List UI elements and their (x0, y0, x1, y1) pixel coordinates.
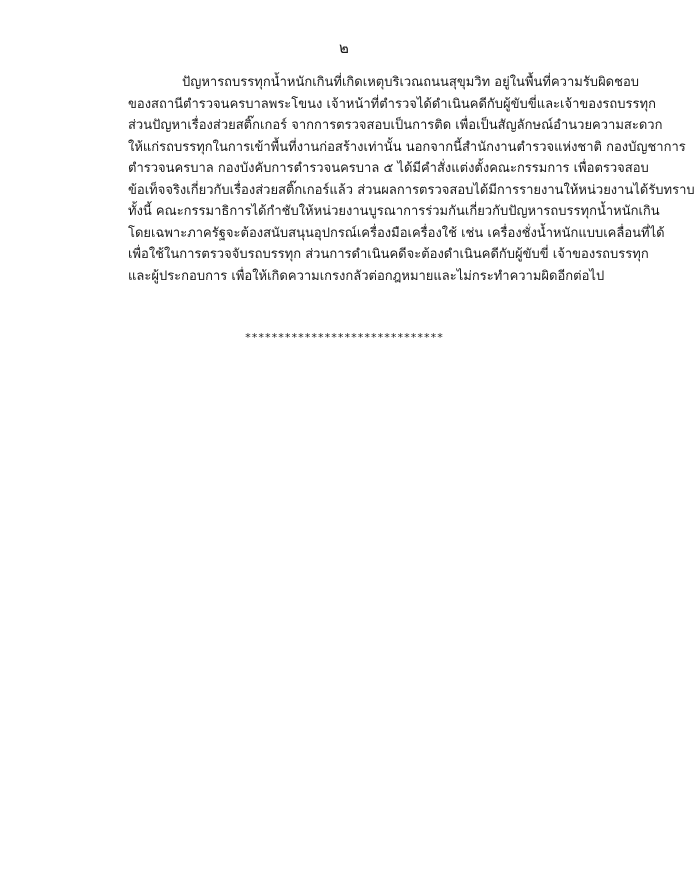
paragraph-line: ข้อเท็จจริงเกี่ยวกับเรื่องส่วยสติ๊กเกอร์แล้ว ส่วนผลการตรวจสอบได้มีการรายงานให้หน่วยงานได้รับทราบ (128, 182, 695, 198)
paragraph-line: โดยเฉพาะภาครัฐจะต้องสนับสนุนอุปกรณ์เครื่องมือเครื่องใช้ เช่น เครื่องชั่งน้ำหนักแบบเคลื่อนที่ได้ (128, 225, 665, 241)
paragraph-line: ปัญหารถบรรทุกน้ำหนักเกินที่เกิดเหตุบริเวณถนนสุขุมวิท อยู่ในพื้นที่ความรับผิดชอบ (182, 75, 640, 90)
paragraph-line: ตำรวจนครบาล กองบังคับการตำรวจนครบาล ๕ ได้มีคำสั่งแต่งตั้งคณะกรรมการ เพื่อตรวจสอบ (128, 161, 649, 176)
paragraph-line: ทั้งนี้ คณะกรรมาธิการได้กำชับให้หน่วยงานบูรณาการร่วมกันเกี่ยวกับปัญหารถบรรทุกน้ำหนักเกิน (128, 204, 660, 219)
paragraph-line: เพื่อใช้ในการตรวจจับรถบรรทุก ส่วนการดำเนินคดีจะต้องดำเนินคดีกับผู้ขับขี่ เจ้าของรถบรรทุก (128, 247, 649, 262)
paragraph-line: ส่วนปัญหาเรื่องส่วยสติ๊กเกอร์ จากการตรวจสอบเป็นการติด เพื่อเป็นสัญลักษณ์อำนวยความสะดวก (128, 118, 663, 133)
paragraph-line: ของสถานีตำรวจนครบาลพระโขนง เจ้าหน้าที่ตำรวจได้ดำเนินคดีกับผู้ขับขี่และเจ้าของรถบรรทุก (128, 96, 656, 112)
paragraph-line: และผู้ประกอบการ เพื่อให้เกิดความเกรงกลัวต่อกฎหมายและไม่กระทำความผิดอีกต่อไป (128, 268, 605, 284)
end-separator: ****************************** (244, 331, 444, 344)
page-number: ๒ (339, 39, 349, 57)
body-paragraph (128, 72, 695, 287)
paragraph-line: ให้แก่รถบรรทุกในการเข้าพื้นที่งานก่อสร้างเท่านั้น นอกจากนี้สำนักงานตำรวจแห่งชาติ กองบัญชาการ (128, 139, 686, 155)
